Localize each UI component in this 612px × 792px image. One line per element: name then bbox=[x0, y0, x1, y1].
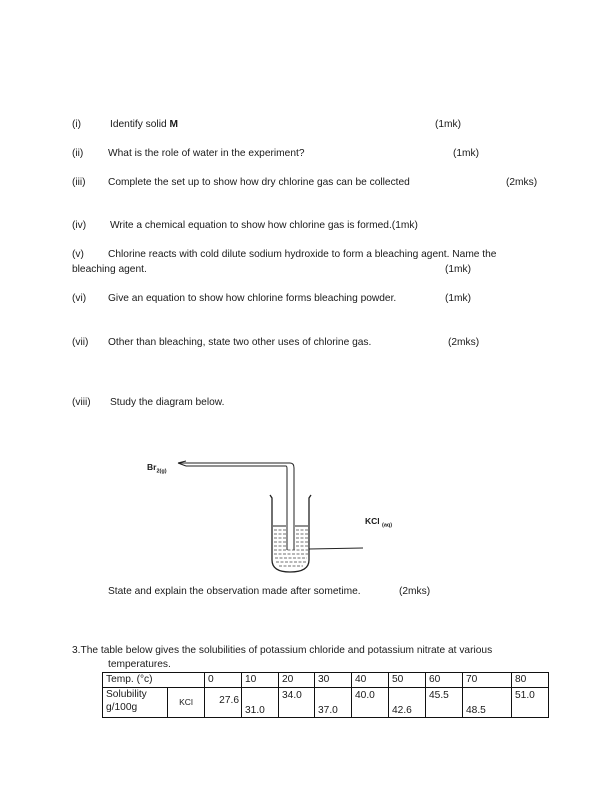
kcl-symbol: KCl bbox=[365, 516, 380, 526]
value: 31.0 bbox=[245, 705, 265, 716]
value: 40.0 bbox=[355, 690, 375, 701]
question-text-pre: Identify solid bbox=[110, 119, 170, 130]
question-text-bold: M bbox=[169, 119, 178, 130]
row-label bbox=[103, 688, 168, 718]
question-text: Write a chemical equation to show how chlorine gas is formed.(1mk) bbox=[110, 220, 418, 231]
bromine-gas-label bbox=[147, 462, 167, 475]
value: 34.0 bbox=[282, 690, 302, 701]
question-text: Complete the set up to show how dry chlorine gas can be collected bbox=[108, 177, 410, 188]
value: 48.5 bbox=[466, 705, 486, 716]
question-marks: (1mk) bbox=[435, 119, 462, 130]
question-text: Study the diagram below. bbox=[110, 397, 225, 408]
value-cell bbox=[512, 688, 549, 718]
table-row-kcl bbox=[103, 688, 549, 718]
temp-header: Temp. (°c) bbox=[103, 673, 205, 688]
question-text-continued: bleaching agent. bbox=[72, 264, 147, 275]
row-label-line1: Solubility bbox=[106, 689, 147, 700]
question-3-intro: 3.The table below gives the solubilities of potassium chloride and potassium nitrate at various bbox=[72, 645, 493, 656]
question-marks: (1mk) bbox=[445, 293, 472, 304]
kcl-state: (aq) bbox=[382, 522, 393, 529]
table-header-row bbox=[103, 673, 549, 688]
value-cell bbox=[426, 688, 463, 718]
question-number: (iv) bbox=[72, 220, 87, 231]
question-text: Other than bleaching, state two other uses of chlorine gas. bbox=[108, 337, 372, 348]
question-marks: (2mks) bbox=[448, 337, 480, 348]
bromine-gas-symbol: Br bbox=[147, 462, 157, 472]
value-cell bbox=[242, 688, 279, 718]
temp-cell: 10 bbox=[242, 673, 279, 688]
question-3-intro-continued: temperatures. bbox=[108, 659, 171, 670]
value-cell bbox=[352, 688, 389, 718]
value-cell bbox=[279, 688, 315, 718]
temp-cell: 80 bbox=[512, 673, 549, 688]
value-cell bbox=[205, 688, 242, 718]
temp-cell: 50 bbox=[389, 673, 426, 688]
value: 42.6 bbox=[392, 705, 412, 716]
potassium-chloride-label bbox=[365, 516, 392, 529]
temp-cell: 40 bbox=[352, 673, 389, 688]
value-cell bbox=[315, 688, 352, 718]
question-marks: (1mk) bbox=[453, 148, 480, 159]
question-text: State and explain the observation made after sometime. bbox=[108, 586, 361, 597]
question-number: (vi) bbox=[72, 293, 87, 304]
value: 45.5 bbox=[429, 690, 449, 701]
question-number: (viii) bbox=[72, 397, 91, 408]
question-number: (ii) bbox=[72, 148, 84, 159]
question-number: (vii) bbox=[72, 337, 89, 348]
substance-label: KCl bbox=[168, 688, 205, 718]
solubility-table bbox=[102, 672, 549, 718]
row-label-line2: g/100g bbox=[106, 702, 138, 713]
value: 37.0 bbox=[318, 705, 338, 716]
value: 27.6 bbox=[219, 695, 239, 706]
question-marks: (1mk) bbox=[445, 264, 472, 275]
question-marks: (2mks) bbox=[506, 177, 538, 188]
bromine-gas-state: 2(g) bbox=[156, 468, 167, 475]
temp-cell: 0 bbox=[205, 673, 242, 688]
temp-cell: 60 bbox=[426, 673, 463, 688]
question-text: Chlorine reacts with cold dilute sodium hydroxide to form a bleaching agent. Name the bbox=[108, 249, 497, 260]
question-text: Give an equation to show how chlorine forms bleaching powder. bbox=[108, 293, 397, 304]
question-text: What is the role of water in the experiment? bbox=[108, 148, 305, 159]
question-number: (i) bbox=[72, 119, 82, 130]
temp-cell: 70 bbox=[463, 673, 512, 688]
value-cell bbox=[389, 688, 426, 718]
question-number: (iii) bbox=[72, 177, 86, 188]
question-marks: (2mks) bbox=[399, 586, 431, 597]
temp-cell: 30 bbox=[315, 673, 352, 688]
temp-cell: 20 bbox=[279, 673, 315, 688]
value: 51.0 bbox=[515, 690, 535, 701]
value-cell bbox=[463, 688, 512, 718]
question-number: (v) bbox=[72, 249, 84, 260]
